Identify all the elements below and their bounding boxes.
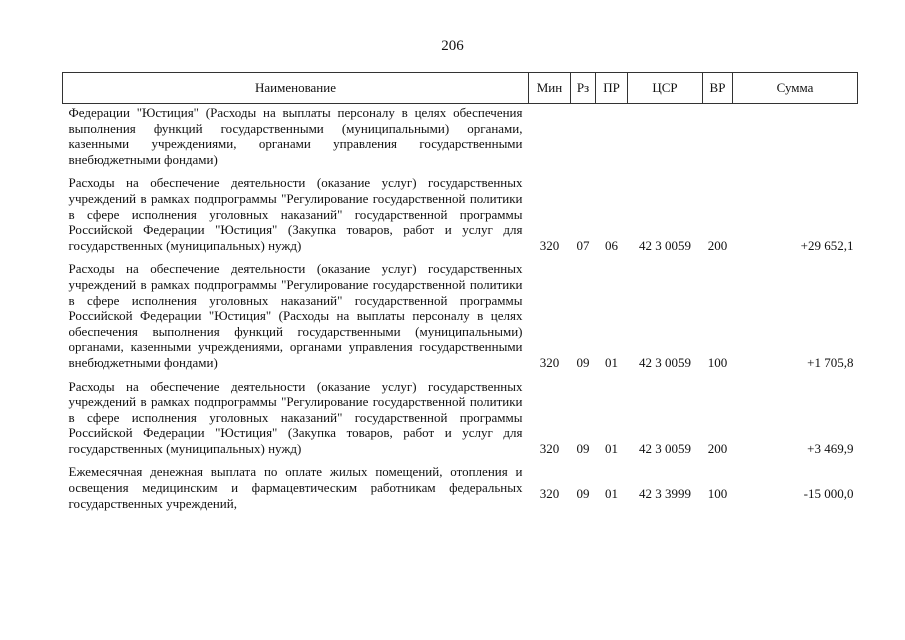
table-row	[63, 462, 858, 511]
budget-table	[62, 72, 858, 511]
header-min: Мин	[529, 73, 571, 104]
header-name: Наименование	[63, 73, 529, 104]
row-pr: 06	[605, 237, 618, 253]
table-row	[63, 173, 858, 259]
header-vr: ВР	[703, 73, 733, 104]
row-rz: 09	[576, 440, 590, 456]
row-sum	[733, 104, 858, 174]
row-sum: +1 705,8	[807, 354, 854, 370]
row-pr	[596, 104, 628, 174]
row-csr: 42 3 3999	[639, 486, 691, 502]
row-vr: 100	[707, 486, 728, 502]
row-min: 320	[539, 486, 560, 502]
row-pr: 01	[605, 354, 618, 370]
row-min: 320	[539, 440, 560, 456]
row-sum: +3 469,9	[807, 440, 854, 456]
header-sum: Сумма	[733, 73, 858, 104]
row-vr: 200	[707, 237, 728, 253]
row-rz: 09	[576, 354, 590, 370]
row-name: Федерации "Юстиция" (Расходы на выплаты персоналу в целях обеспечения выполнения функций государственными (муниципальными) органами, казенными учреждениями, органами управления государственными внебюджетными фондами)	[68, 105, 523, 167]
row-csr: 42 3 0059	[639, 237, 691, 253]
header-pr: ПР	[596, 73, 628, 104]
row-csr	[628, 104, 703, 174]
row-vr	[703, 104, 733, 174]
row-vr: 100	[707, 354, 728, 370]
row-pr: 01	[605, 486, 618, 502]
row-name: Расходы на обеспечение деятельности (оказание услуг) государственных учреждений в рамках подпрограммы "Регулирование государственной политики в сфере исполнения уголовных наказаний" государственной программы Российской Федерации "Юстиция" (Закупка товаров, работ и услуг для государственных (муниципальных) нужд)	[68, 378, 523, 456]
table-row	[63, 259, 858, 376]
row-sum: +29 652,1	[800, 237, 854, 253]
row-min: 320	[539, 354, 560, 370]
header-rz: Рз	[571, 73, 596, 104]
row-name: Ежемесячная денежная выплата по оплате жилых помещений, отопления и освещения медицинским и фармацевтическим работникам федеральных государственных учреждений,	[68, 464, 523, 511]
row-min: 320	[539, 237, 560, 253]
row-min	[529, 104, 571, 174]
table-body	[63, 104, 858, 512]
row-name: Расходы на обеспечение деятельности (оказание услуг) государственных учреждений в рамках подпрограммы "Регулирование государственной политики в сфере исполнения уголовных наказаний" государственной программы Российской Федерации "Юстиция" (Закупка товаров, работ и услуг для государственных (муниципальных) нужд)	[68, 175, 523, 253]
table-row	[63, 104, 858, 174]
row-sum: -15 000,0	[803, 486, 854, 502]
row-csr: 42 3 0059	[639, 440, 691, 456]
page-number: 206	[441, 38, 464, 54]
header-row	[63, 73, 858, 104]
row-csr: 42 3 0059	[639, 354, 691, 370]
row-name: Расходы на обеспечение деятельности (оказание услуг) государственных учреждений в рамках подпрограммы "Регулирование государственной политики в сфере исполнения уголовных наказаний" государственной программы Российской Федерации "Юстиция" (Расходы на выплаты персоналу в целях обеспечения выполнения функций государственными (муниципальными) органами, казенными учреждениями, органами управления государственными внебюджетными фондами)	[68, 261, 523, 370]
table-row	[63, 377, 858, 463]
row-rz: 07	[576, 237, 590, 253]
table-header	[63, 73, 858, 104]
row-rz	[571, 104, 596, 174]
row-rz: 09	[576, 486, 590, 502]
row-pr: 01	[605, 440, 618, 456]
header-csr: ЦСР	[628, 73, 703, 104]
row-vr: 200	[707, 440, 728, 456]
